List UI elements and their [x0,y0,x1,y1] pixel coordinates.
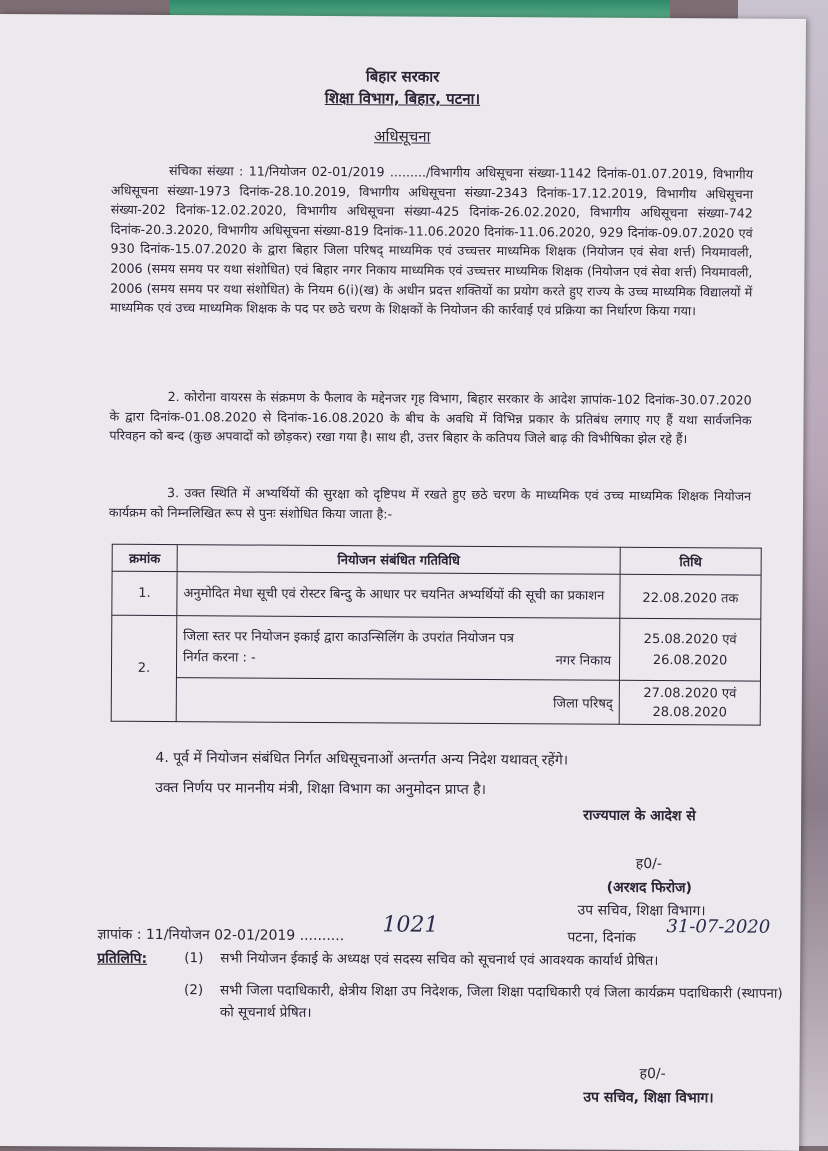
governor-order: राज्यपाल के आदेश से [583,807,696,825]
copy-label: प्रतिलिपि: [97,950,148,967]
table-header-row [112,544,761,575]
approval-line: उक्त निर्णय पर माननीय मंत्री, शिक्षा विभाग का अनुमोदन प्राप्त है। [155,779,487,798]
notification-title: अधिसूचना [373,127,431,146]
copy-item-number: (2) [183,982,204,999]
date-handwritten: 31-07-2020 [666,916,771,938]
government-heading: बिहार सरकार [365,67,440,86]
row2-activity-text: जिला स्तर पर नियोजन इकाई द्वारा काउन्सिलिंग के उपरांत नियोजन पत्र निर्गत करना : - [183,628,515,666]
signature-mark: ह0/- [635,855,662,873]
header-serial: क्रमांक [112,544,177,571]
row1-activity: अनुमोदित मेधा सूची एवं रोस्टर बिन्दु के आधार पर चयनित अभ्यर्थियों की सूची का प्रकाशन [177,572,620,619]
copy-item-text: सभी जिला पदाधिकारी, क्षेत्रीय शिक्षा उप निदेशक, जिला शिक्षा पदाधिकारी एवं जिला कार्यक्रम पदाधिकारी (स्थापना) को सूचनार्थ प्रेषित। [219,982,783,1021]
header-date: तिथि [620,547,761,575]
table-row [112,571,761,619]
signatory-title: उप सचिव, शिक्षा विभाग। [577,902,706,920]
copy-list [184,947,784,1027]
row1-serial: 1. [112,571,177,615]
header-activity: नियोजन संबंधित गतिविधि [177,545,620,575]
row2-activity [176,616,619,681]
paragraph-4: 4. पूर्व में नियोजन संबंधित निर्गत अधिसूचनाओं अन्तर्गत अन्य निदेश यथावत् रहेंगे। [155,749,569,769]
copy-item-text: सभी नियोजन ईकाई के अध्यक्ष एवं सदस्य सचिव को सूचनार्थ एवं आवश्यक कार्यार्थ प्रेषित। [220,950,659,970]
table-row [111,615,760,681]
signatory-name: (अरशद फिरोज) [606,879,692,897]
list-item [184,979,784,1027]
copy-item-number: (1) [184,950,204,967]
paragraph-2: 2. कोरोना वायरस के संक्रमण के फैलाव के मद्देनजर गृह विभाग, बिहार सरकार के आदेश ज्ञापांक-102 दिनांक-30.07.2020 के द्वारा दिनांक-01.08.2020 से दिनांक-16.08.2020 के बीच के अवधि में विभिन्न प्रकार के प्रतिबंध लगाए गए हैं यथा सार्वजनिक परिवहन को बन्द (कुछ अपवादों को छोड़कर) रखा गया है। साथ ही, उत्तर बिहार के कतिपय जिले बाढ़ की विभीषिका झेल रहे हैं। [109,389,752,447]
row2-serial: 2. [111,615,177,721]
signature-mark-2: ह0/- [639,1065,666,1083]
row2-municipal-label: नगर निकाय [555,653,612,669]
signatory-title-2: उप सचिव, शिक्षा विभाग। [583,1089,714,1107]
row2-district-label: जिला परिषद् [176,678,619,725]
municipal-date-b: 26.08.2020 [652,652,728,668]
notification-document [0,14,806,1151]
district-date-a: 27.08.2020 एवं [643,685,737,702]
schedule-table [111,544,762,726]
list-item [184,947,784,973]
row2-municipal-date [619,618,760,681]
memo-number-label: ज्ञापांक : 11/नियोजन 02-01/2019 .......... [97,926,345,945]
paragraph-3: 3. उक्त स्थिति में अभ्यर्थियों की सुरक्षा को दृष्टिपथ में रखते हुए छठे चरण के माध्यमिक एवं उच्च माध्यमिक शिक्षक नियोजन कार्यक्रम को निम्नलिखित रूप से पुनः संशोधित किया जाता है:- [108,485,752,521]
paragraph-1: संचिका संख्या : 11/नियोजन 02-01/2019 ........./विभागीय अधिसूचना संख्या-1142 दिनांक-01.07.2019, विभागीय अधिसूचना संख्या-1973 दिनांक-28.10.2019, विभागीय अधिसूचना संख्या-2343 दिनांक-17.12.2019, विभागीय अधिसूचना संख्या-202 दिनांक-12.02.2020, विभागीय अधिसूचना संख्या-425 दिनांक-26.02.2020, विभागीय अधिसूचना संख्या-742 दिनांक-20.3.2020, विभागीय अधिसूचना संख्या-819 दिनांक-11.06.2020 दिनांक-11.06.2020, 929 दिनांक-09.07.2020 एवं 930 दिनांक-15.07.2020 के द्वारा बिहार जिला परिषद् माध्यमिक एवं उच्चत्तर माध्यमिक शिक्षक (नियोजन एवं सेवा शर्त्त) नियमावली, 2006 (समय समय पर यथा संशोधित) एवं बिहार नगर निकाय माध्यमिक एवं उच्चत्तर माध्यमिक शिक्षक (नियोजन एवं सेवा शर्त्त) नियमावली, 2006 (समय समय पर यथा संशोधित) के नियम 6(i)(ख) के अधीन प्रदत्त शक्तियों का प्रयोग करते हुए राज्य के उच्च माध्यमिक विद्यालयों में माध्यमिक एवं उच्च माध्यमिक शिक्षक के पद पर छठे चरण के शिक्षकों के नियोजन की कार्रवाई एवं प्रक्रिया का निर्धारण किया गया। [110,163,754,319]
table-row [111,677,760,725]
department-heading: शिक्षा विभाग, बिहार, पटना। [324,88,481,108]
district-date-b: 28.08.2020 [652,704,728,720]
place-date-label: पटना, दिनांक [567,929,636,946]
memo-number-handwritten: 1021 [382,912,439,938]
municipal-date-a: 25.08.2020 एवं [643,631,737,648]
row1-date: 22.08.2020 तक [620,574,761,619]
row2-district-date [619,680,760,725]
